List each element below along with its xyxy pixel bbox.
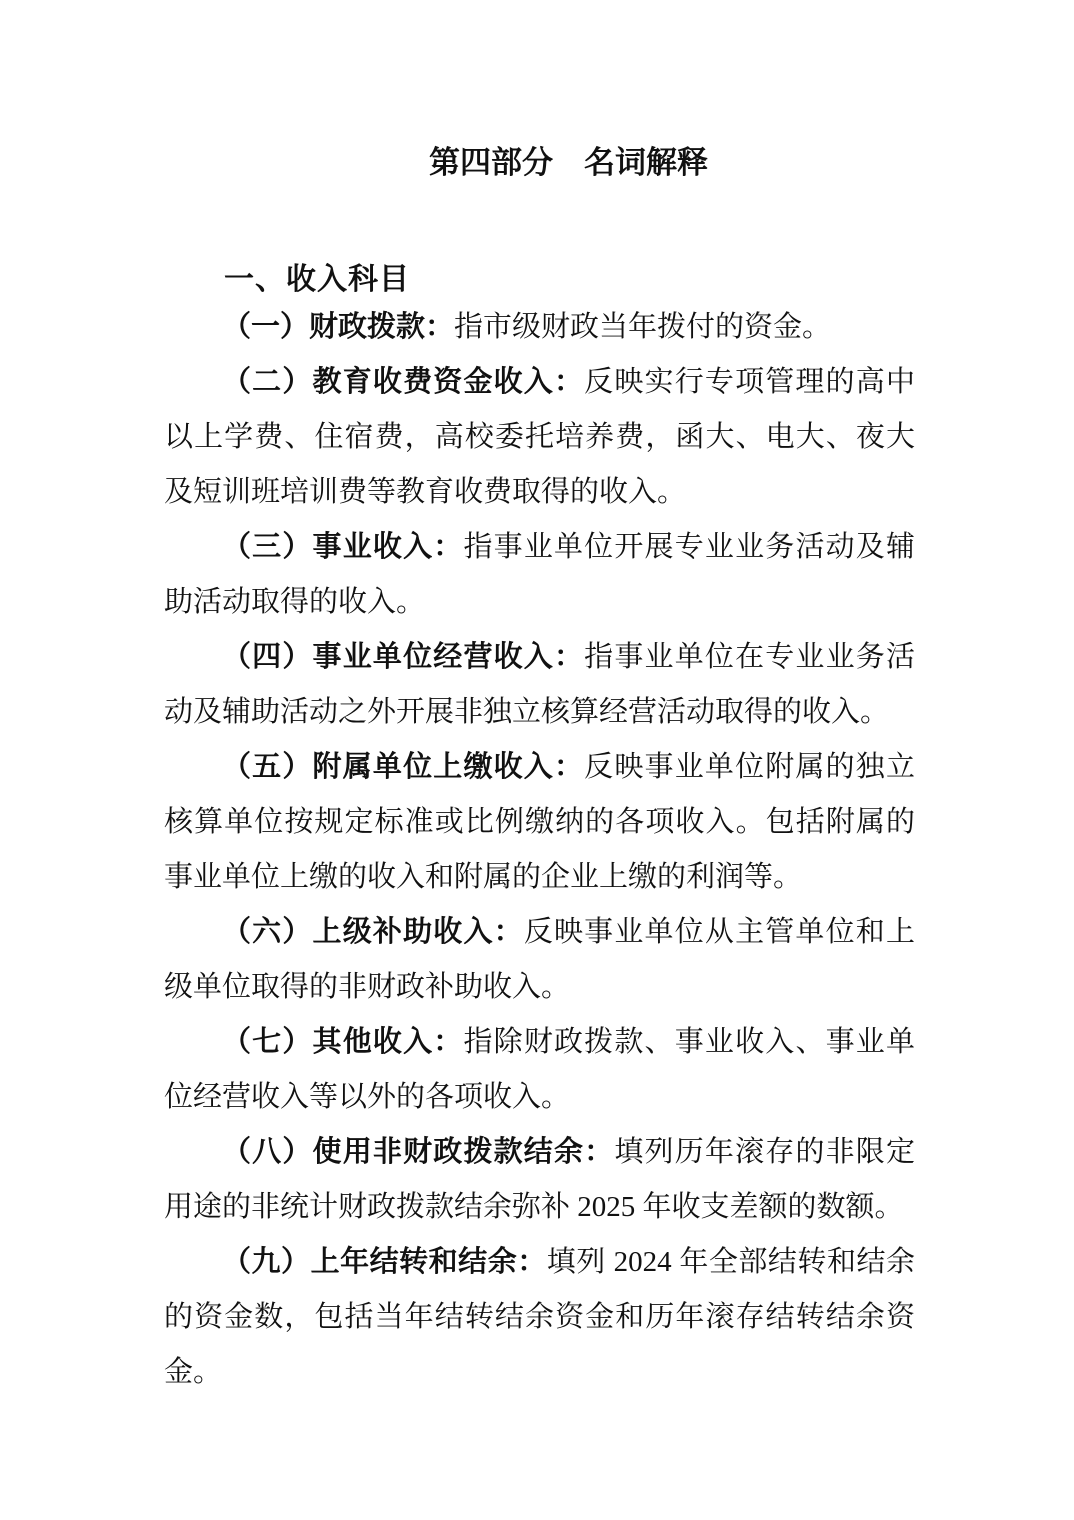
entry-definition: 反映事业单位附属的独立核算单位按规定标准或比例缴纳的各项收入。包括附属的事业单位上缴的收入和附属的企业上缴的利润等。 [164, 751, 915, 893]
entry-term: （八）使用非财政拨款结余： [222, 1136, 615, 1168]
entry-definition: 指事业单位在专业业务活动及辅助活动之外开展非独立核算经营活动取得的收入。 [164, 641, 915, 728]
glossary-entry-4 [164, 630, 915, 740]
entry-definition: 指市级财政当年拨付的资金。 [454, 311, 832, 343]
entry-term: （六）上级补助收入： [222, 916, 524, 948]
entry-definition: 反映实行专项管理的高中以上学费、住宿费，高校委托培养费，函大、电大、夜大及短训班培训费等教育收费取得的收入。 [164, 366, 915, 508]
entry-term: （四）事业单位经营收入： [222, 641, 585, 673]
glossary-entry-6 [164, 905, 915, 1015]
glossary-entry-9 [164, 1235, 915, 1400]
entry-definition: 反映事业单位从主管单位和上级单位取得的非财政补助收入。 [164, 916, 915, 1003]
glossary-entry-7 [164, 1015, 915, 1125]
entry-definition: 指除财政拨款、事业收入、事业单位经营收入等以外的各项收入。 [164, 1026, 915, 1113]
glossary-entry-3 [164, 520, 915, 630]
entry-definition: 指事业单位开展专业业务活动及辅助活动取得的收入。 [164, 531, 915, 618]
glossary-entry-1 [164, 300, 915, 355]
document-title: 第四部分 名词解释 [429, 145, 708, 180]
entry-term: （七）其他收入： [222, 1026, 464, 1058]
entry-term: （五）附属单位上缴收入： [222, 751, 585, 783]
glossary-entry-5 [164, 740, 915, 905]
entry-term: （一）财政拨款： [222, 311, 455, 343]
glossary-entry-8 [164, 1125, 915, 1235]
entry-definition: 填列历年滚存的非限定用途的非统计财政拨款结余弥补 2025 年收支差额的数额。 [164, 1136, 915, 1223]
entry-definition: 填列 2024 年全部结转和结余的资金数，包括当年结转结余资金和历年滚存结转结余资金。 [164, 1246, 915, 1388]
entry-term: （三）事业收入： [222, 531, 464, 563]
glossary-entry-2 [164, 355, 915, 520]
glossary-entries [164, 300, 915, 1400]
section-heading-income-categories: 一、收入科目 [224, 263, 410, 296]
entry-term: （九）上年结转和结余： [222, 1246, 547, 1278]
entry-term: （二）教育收费资金收入： [222, 366, 585, 398]
